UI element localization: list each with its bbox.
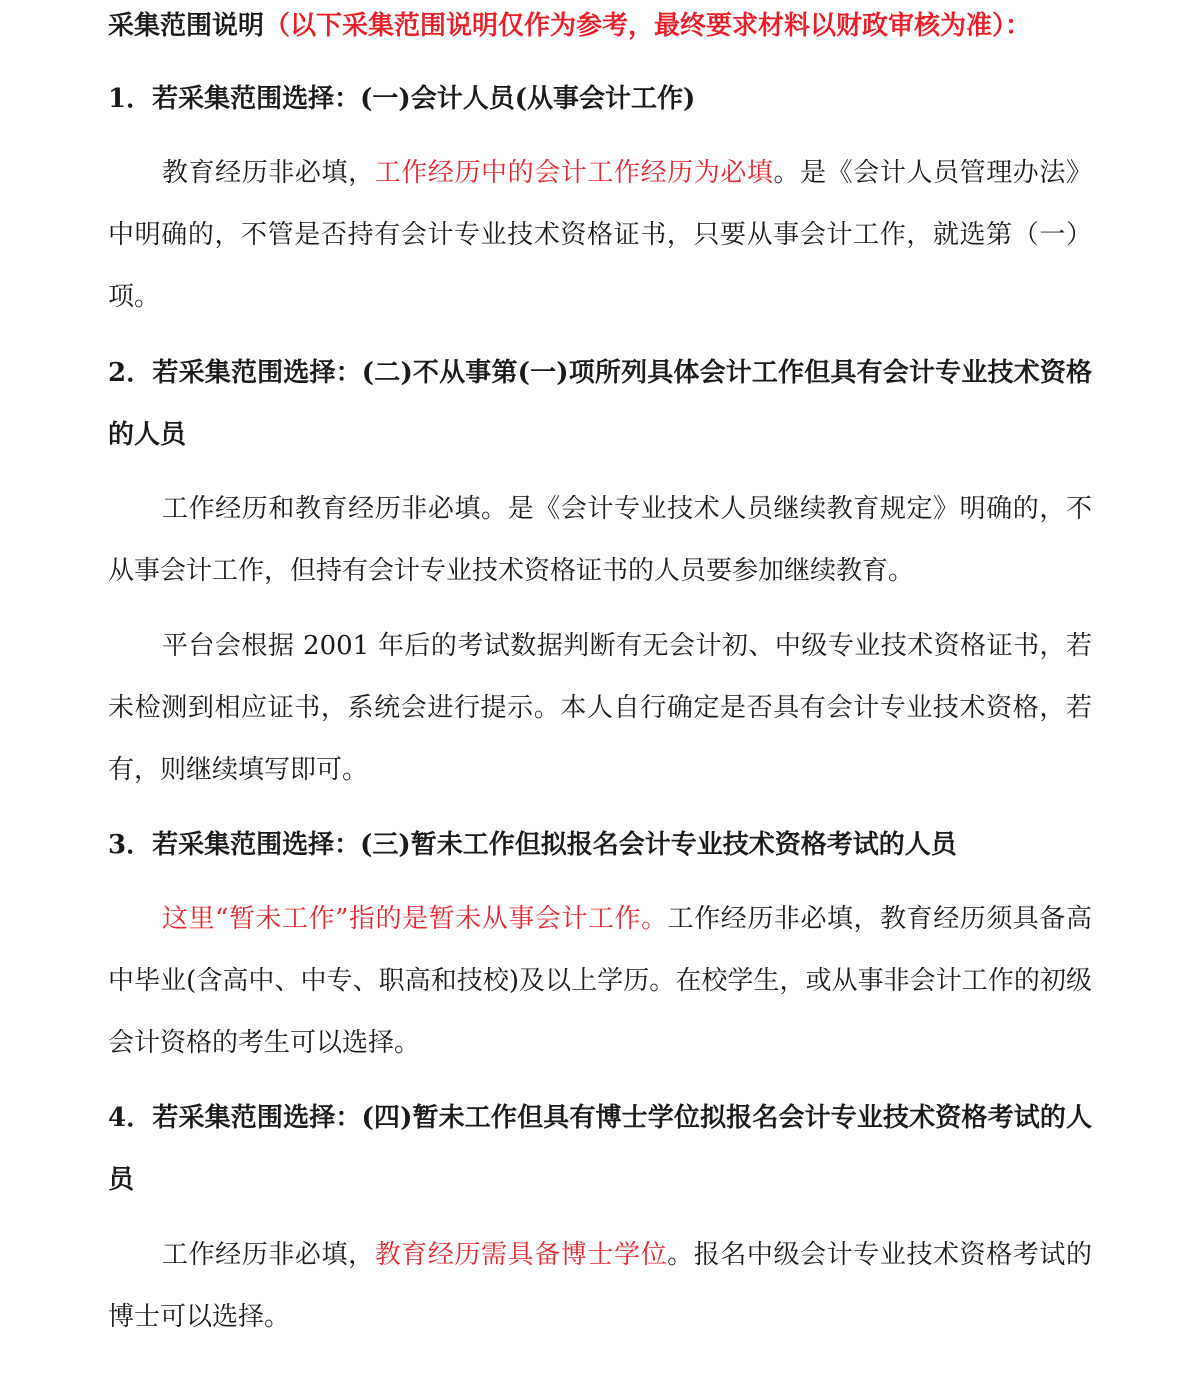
section-2-paragraph-1: [108, 478, 1092, 602]
title-note: （以下采集范围说明仅作为参考，最终要求材料以财政审核为准）：: [264, 11, 1032, 41]
section-2-paragraph-2: [108, 615, 1092, 801]
para-highlight: 这里“暂未工作”指的是暂未从事会计工作。: [162, 904, 668, 934]
para-text: 工作经历非必填，教育经历须具备高中毕业(含高中、中专、职高和技校)及以上学历。在校学生，或从事非会计工作的初级会计资格的考生可以选择。: [108, 904, 1092, 1058]
section-1-paragraph-1: [108, 142, 1092, 328]
para-highlight: 工作经历中的会计工作经历为必填: [374, 158, 774, 188]
section-3-heading: 3．若采集范围选择：(三)暂未工作但拟报名会计专业技术资格考试的人员: [108, 830, 957, 860]
para-highlight: 教育经历需具备博士学位: [374, 1240, 668, 1270]
section-1-heading: 1．若采集范围选择：(一)会计人员(从事会计工作): [108, 84, 696, 114]
section-4-heading: 4．若采集范围选择：(四)暂未工作但具有博士学位拟报名会计专业技术资格考试的人员: [108, 1103, 1092, 1195]
para-text: 教育经历非必填，: [162, 158, 375, 188]
para-text: 平台会根据 2001 年后的考试数据判断有无会计初、中级专业技术资格证书，若未检测到相应证书，系统会进行提示。本人自行确定是否具有会计专业技术资格，若有，则继续填写即可。: [108, 631, 1092, 785]
section-2-heading: 2．若采集范围选择：(二)不从事第(一)项所列具体会计工作但具有会计专业技术资格的人员: [108, 358, 1092, 450]
para-text: 。是《会计人员管理办法》中明确的，不管是否持有会计专业技术资格证书，只要从事会计工作，就选第（一）项。: [108, 158, 1092, 312]
title-main: 采集范围说明: [108, 11, 265, 41]
document-title: [108, 6, 1092, 46]
para-text: 工作经历和教育经历非必填。是《会计专业技术人员继续教育规定》明确的，不从事会计工作，但持有会计专业技术资格证书的人员要参加继续教育。: [108, 494, 1092, 586]
para-text: 。报名中级会计专业技术资格考试的博士可以选择。: [108, 1240, 1092, 1332]
section-3-paragraph-1: [108, 888, 1092, 1074]
section-4-paragraph-1: [108, 1224, 1092, 1348]
para-text: 工作经历非必填，: [162, 1240, 375, 1270]
